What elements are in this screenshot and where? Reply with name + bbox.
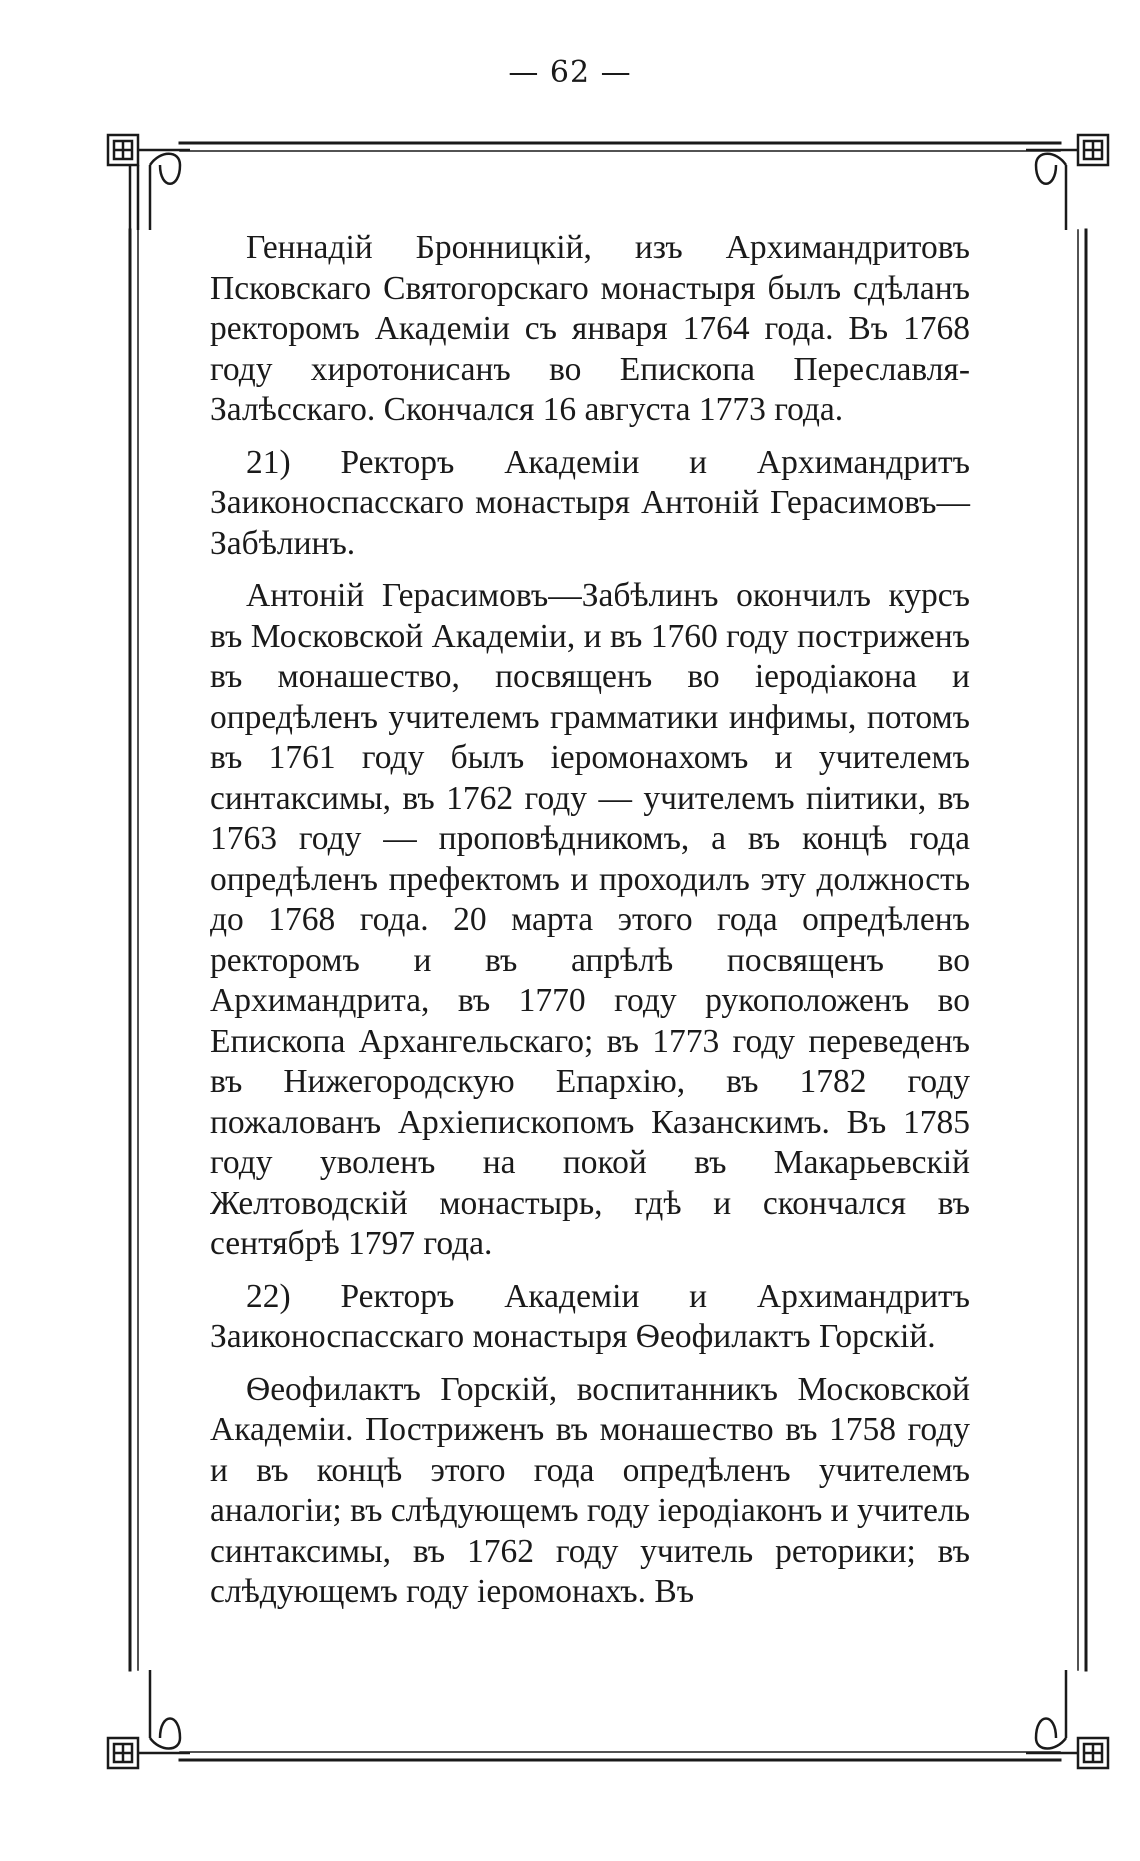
paragraph-antoniy: Антоній Герасимовъ—Забѣлинъ окончилъ курсъ въ Московской Академіи, и въ 1760 году постриженъ въ монашество, посвященъ во іеродіакона и опредѣленъ учителемъ грамматики инфимы, потомъ въ 1761 году былъ іеромонахомъ и учителемъ синтаксимы, въ 1762 году — учителемъ піитики, въ 1763 году — проповѣдникомъ, а въ концѣ года опредѣленъ префектомъ и проходилъ эту должность до 1768 года. 20 марта этого года опредѣленъ ректоромъ и въ апрѣлѣ посвященъ во Архимандрита, въ 1770 году рукоположенъ во Епископа Архангельскаго; въ 1773 году переведенъ въ Нижегородскую Епархію, въ 1782 году пожалованъ Архіепископомъ Казанскимъ. Въ 1785 году уволенъ на покой въ Макарьевскій Желтоводскій монастырь, гдѣ и скончался въ сентябрѣ 1797 года.: [210, 577, 970, 1262]
corner-ornament-bottom-right: [1026, 1670, 1108, 1768]
corner-ornament-bottom-left: [108, 1670, 190, 1768]
corner-ornament-top-left: [108, 135, 190, 230]
paragraph-feofilakt: Ѳеофилактъ Горскій, воспитанникъ Московской Академіи. Постриженъ въ монашество въ 1758 году и въ концѣ этого года опредѣленъ учителемъ аналогіи; въ слѣдующемъ году іеродіаконъ и учитель синтаксимы, въ 1762 году учитель реторики; въ слѣдующемъ году іеромонахъ. Въ: [210, 1370, 970, 1610]
paragraph-gennadiy: Геннадій Бронницкій, изъ Архимандритовъ Псковскаго Святогорскаго монастыря былъ сдѣланъ ректоромъ Академіи съ января 1764 года. Въ 1768 году хиротонисанъ во Епископа Переславля-Залѣсскаго. Скончался 16 августа 1773 года.: [210, 229, 970, 428]
paragraph-heading-21: 21) Ректоръ Академіи и Архимандритъ Заиконоспасскаго монастыря Антоній Герасимовъ—Забѣлинъ.: [210, 443, 970, 562]
body-text: [210, 228, 970, 1625]
corner-ornament-top-right: [1026, 135, 1108, 230]
paragraph-heading-22: 22) Ректоръ Академіи и Архимандритъ Заиконоспасскаго монастыря Ѳеофилактъ Горскій.: [210, 1277, 970, 1355]
page-number: — 62 —: [508, 55, 632, 90]
